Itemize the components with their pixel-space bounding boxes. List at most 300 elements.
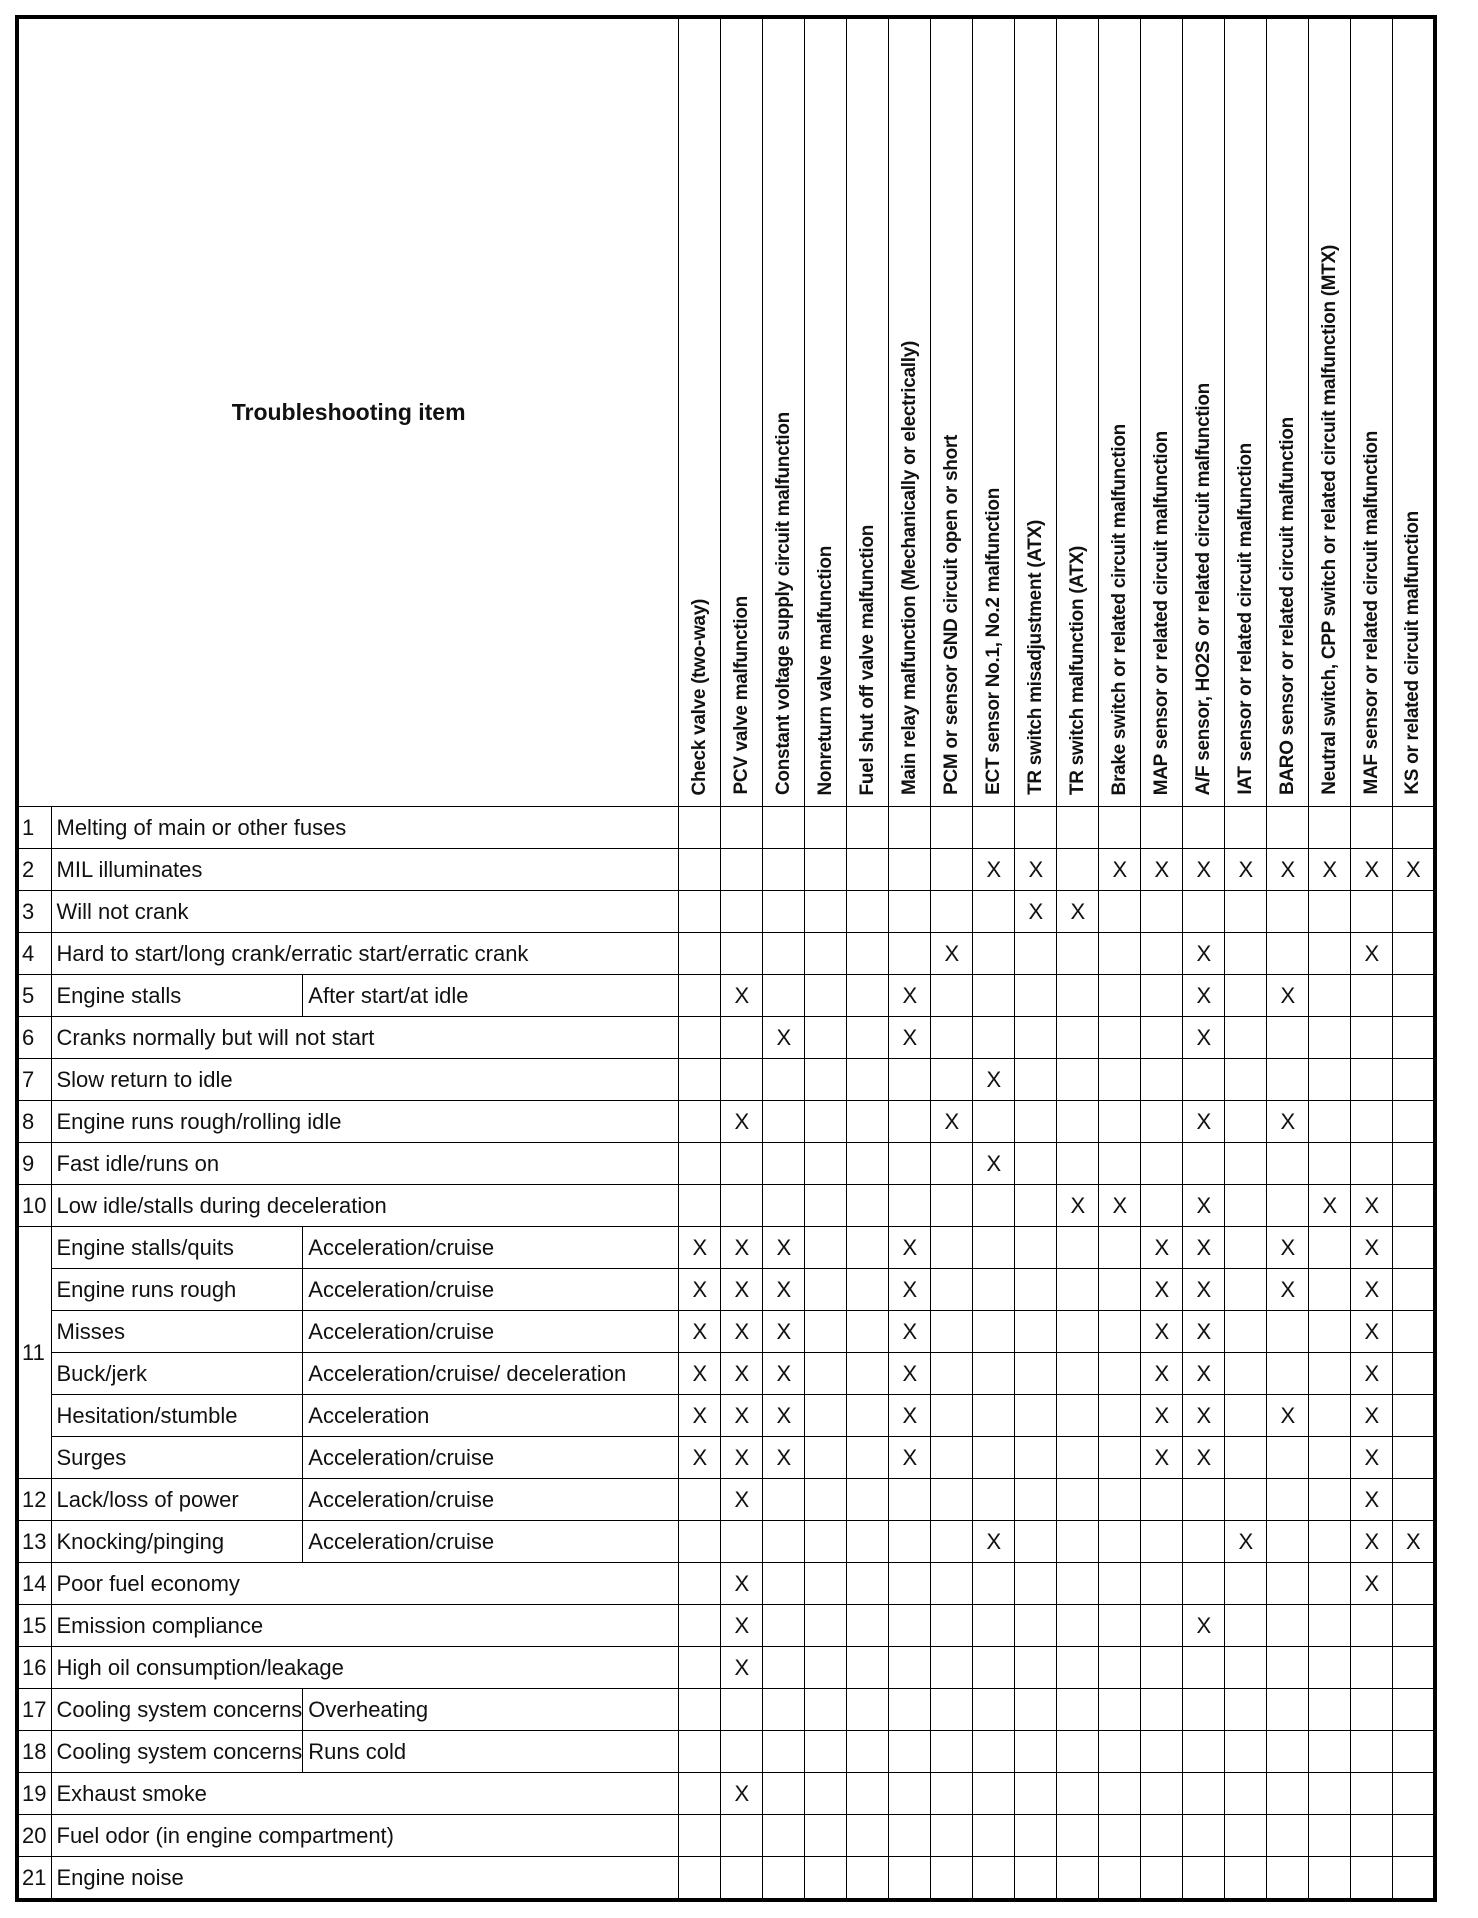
empty-cell	[1057, 1647, 1099, 1689]
empty-cell	[1015, 1857, 1057, 1901]
empty-cell	[1351, 1857, 1393, 1901]
condition-cell: Acceleration/cruise	[303, 1437, 679, 1479]
empty-cell	[1057, 1227, 1099, 1269]
condition-cell: Acceleration	[303, 1395, 679, 1437]
table-row	[17, 1059, 1435, 1101]
empty-cell	[805, 1605, 847, 1647]
empty-cell	[1015, 807, 1057, 849]
empty-cell	[1225, 1353, 1267, 1395]
column-header	[1183, 17, 1225, 807]
x-mark-cell: X	[1351, 849, 1393, 891]
row-number: 5	[17, 975, 51, 1017]
column-header-label: TR switch misadjustment (ATX)	[1024, 520, 1046, 795]
empty-cell	[1309, 1731, 1351, 1773]
x-mark-cell: X	[763, 1437, 805, 1479]
empty-cell	[679, 1605, 721, 1647]
empty-cell	[1099, 1773, 1141, 1815]
empty-cell	[1225, 1269, 1267, 1311]
table-row	[17, 891, 1435, 933]
symptom-cell: Slow return to idle	[51, 1059, 679, 1101]
empty-cell	[1057, 975, 1099, 1017]
empty-cell	[847, 1479, 889, 1521]
empty-cell	[1099, 1269, 1141, 1311]
x-mark-cell: X	[1141, 1353, 1183, 1395]
empty-cell	[973, 1437, 1015, 1479]
empty-cell	[679, 1689, 721, 1731]
empty-cell	[679, 1773, 721, 1815]
empty-cell	[973, 933, 1015, 975]
column-header	[1225, 17, 1267, 807]
empty-cell	[1099, 1647, 1141, 1689]
empty-cell	[1183, 1521, 1225, 1563]
empty-cell	[889, 1059, 931, 1101]
x-mark-cell: X	[931, 933, 973, 975]
condition-cell: Overheating	[303, 1689, 679, 1731]
empty-cell	[763, 1689, 805, 1731]
empty-cell	[1225, 891, 1267, 933]
empty-cell	[1393, 975, 1436, 1017]
column-header	[1309, 17, 1351, 807]
empty-cell	[1267, 1437, 1309, 1479]
empty-cell	[973, 1185, 1015, 1227]
empty-cell	[973, 1563, 1015, 1605]
empty-cell	[805, 1731, 847, 1773]
empty-cell	[973, 1395, 1015, 1437]
empty-cell	[1351, 807, 1393, 849]
empty-cell	[889, 1605, 931, 1647]
x-mark-cell: X	[973, 1059, 1015, 1101]
empty-cell	[805, 1059, 847, 1101]
empty-cell	[847, 849, 889, 891]
empty-cell	[973, 975, 1015, 1017]
empty-cell	[889, 1563, 931, 1605]
empty-cell	[1393, 1311, 1436, 1353]
table-row	[17, 1605, 1435, 1647]
empty-cell	[721, 849, 763, 891]
empty-cell	[1225, 1059, 1267, 1101]
empty-cell	[1393, 1437, 1436, 1479]
empty-cell	[847, 1521, 889, 1563]
empty-cell	[1099, 1143, 1141, 1185]
condition-cell: Acceleration/cruise	[303, 1479, 679, 1521]
empty-cell	[721, 1731, 763, 1773]
empty-cell	[763, 849, 805, 891]
empty-cell	[1057, 1731, 1099, 1773]
empty-cell	[1015, 933, 1057, 975]
x-mark-cell: X	[1183, 1101, 1225, 1143]
table-row	[17, 1143, 1435, 1185]
symptom-cell: Engine runs rough/rolling idle	[51, 1101, 679, 1143]
empty-cell	[679, 1101, 721, 1143]
x-mark-cell: X	[721, 1479, 763, 1521]
x-mark-cell: X	[1183, 1605, 1225, 1647]
table-row	[17, 1437, 1435, 1479]
x-mark-cell: X	[1351, 1353, 1393, 1395]
empty-cell	[973, 891, 1015, 933]
empty-cell	[931, 1311, 973, 1353]
empty-cell	[1225, 1143, 1267, 1185]
column-header-label: Neutral switch, CPP switch or related circuit malfunction (MTX)	[1318, 245, 1340, 795]
empty-cell	[1015, 1227, 1057, 1269]
x-mark-cell: X	[973, 1521, 1015, 1563]
empty-cell	[721, 1689, 763, 1731]
empty-cell	[931, 1269, 973, 1311]
x-mark-cell: X	[679, 1311, 721, 1353]
empty-cell	[1015, 1059, 1057, 1101]
empty-cell	[1141, 1521, 1183, 1563]
empty-cell	[1309, 1521, 1351, 1563]
empty-cell	[931, 1353, 973, 1395]
x-mark-cell: X	[1183, 933, 1225, 975]
x-mark-cell: X	[763, 1395, 805, 1437]
x-mark-cell: X	[1183, 849, 1225, 891]
column-header	[679, 17, 721, 807]
troubleshooting-matrix	[15, 15, 1437, 1902]
empty-cell	[1141, 1017, 1183, 1059]
row-number: 19	[17, 1773, 51, 1815]
empty-cell	[805, 1185, 847, 1227]
condition-cell: Acceleration/cruise/ deceleration	[303, 1353, 679, 1395]
x-mark-cell: X	[1351, 933, 1393, 975]
empty-cell	[889, 1521, 931, 1563]
empty-cell	[1351, 891, 1393, 933]
empty-cell	[763, 1101, 805, 1143]
empty-cell	[1141, 1773, 1183, 1815]
empty-cell	[1183, 1059, 1225, 1101]
symptom-cell: MIL illuminates	[51, 849, 679, 891]
empty-cell	[847, 1059, 889, 1101]
column-header-label: PCV valve malfunction	[730, 596, 752, 795]
x-mark-cell: X	[1099, 1185, 1141, 1227]
empty-cell	[763, 975, 805, 1017]
empty-cell	[1309, 1647, 1351, 1689]
column-header	[1015, 17, 1057, 807]
empty-cell	[1141, 1059, 1183, 1101]
empty-cell	[1183, 1815, 1225, 1857]
symptom-cell: Engine runs rough	[51, 1269, 303, 1311]
empty-cell	[1393, 1353, 1436, 1395]
column-header	[1351, 17, 1393, 807]
empty-cell	[763, 1773, 805, 1815]
empty-cell	[1057, 1857, 1099, 1901]
empty-cell	[1099, 1689, 1141, 1731]
empty-cell	[1309, 933, 1351, 975]
empty-cell	[889, 1101, 931, 1143]
empty-cell	[931, 1143, 973, 1185]
empty-cell	[847, 1605, 889, 1647]
row-number: 11	[17, 1227, 51, 1479]
table-row	[17, 1185, 1435, 1227]
empty-cell	[931, 849, 973, 891]
row-number: 16	[17, 1647, 51, 1689]
row-number: 21	[17, 1857, 51, 1901]
column-header-label: ECT sensor No.1, No.2 malfunction	[982, 488, 1004, 795]
empty-cell	[679, 1479, 721, 1521]
x-mark-cell: X	[1057, 1185, 1099, 1227]
x-mark-cell: X	[679, 1353, 721, 1395]
empty-cell	[721, 1815, 763, 1857]
empty-cell	[1015, 1479, 1057, 1521]
empty-cell	[1015, 975, 1057, 1017]
empty-cell	[973, 1605, 1015, 1647]
empty-cell	[1351, 1815, 1393, 1857]
x-mark-cell: X	[721, 1353, 763, 1395]
empty-cell	[721, 1185, 763, 1227]
header-row	[17, 17, 1435, 807]
symptom-cell: Lack/loss of power	[51, 1479, 303, 1521]
empty-cell	[1057, 1521, 1099, 1563]
x-mark-cell: X	[1183, 1017, 1225, 1059]
row-number: 10	[17, 1185, 51, 1227]
empty-cell	[1099, 1857, 1141, 1901]
empty-cell	[763, 1857, 805, 1901]
column-header	[1057, 17, 1099, 807]
empty-cell	[679, 1647, 721, 1689]
empty-cell	[1267, 1017, 1309, 1059]
empty-cell	[763, 1731, 805, 1773]
x-mark-cell: X	[1141, 1227, 1183, 1269]
empty-cell	[1015, 1689, 1057, 1731]
symptom-cell: Cooling system concerns	[51, 1689, 303, 1731]
empty-cell	[847, 1437, 889, 1479]
x-mark-cell: X	[763, 1353, 805, 1395]
x-mark-cell: X	[763, 1311, 805, 1353]
empty-cell	[805, 1311, 847, 1353]
symptom-cell: Engine noise	[51, 1857, 679, 1901]
empty-cell	[805, 1857, 847, 1901]
x-mark-cell: X	[721, 1269, 763, 1311]
empty-cell	[721, 1059, 763, 1101]
empty-cell	[1141, 1143, 1183, 1185]
empty-cell	[1351, 1605, 1393, 1647]
table-row	[17, 1269, 1435, 1311]
empty-cell	[1225, 975, 1267, 1017]
empty-cell	[1057, 1773, 1099, 1815]
x-mark-cell: X	[1183, 1185, 1225, 1227]
column-header	[721, 17, 763, 807]
x-mark-cell: X	[1015, 891, 1057, 933]
empty-cell	[1393, 1101, 1436, 1143]
empty-cell	[1267, 1521, 1309, 1563]
symptom-cell: Exhaust smoke	[51, 1773, 679, 1815]
symptom-cell: Cooling system concerns	[51, 1731, 303, 1773]
row-number: 14	[17, 1563, 51, 1605]
row-number: 18	[17, 1731, 51, 1773]
empty-cell	[1141, 1857, 1183, 1901]
empty-cell	[1267, 1689, 1309, 1731]
empty-cell	[1393, 1479, 1436, 1521]
x-mark-cell: X	[889, 1269, 931, 1311]
empty-cell	[973, 1479, 1015, 1521]
empty-cell	[847, 933, 889, 975]
x-mark-cell: X	[1267, 1395, 1309, 1437]
empty-cell	[679, 1731, 721, 1773]
column-header-label: Fuel shut off valve malfunction	[856, 524, 878, 795]
empty-cell	[1015, 1101, 1057, 1143]
empty-cell	[1057, 1689, 1099, 1731]
empty-cell	[1267, 891, 1309, 933]
empty-cell	[1309, 1563, 1351, 1605]
empty-cell	[1015, 1605, 1057, 1647]
row-number: 12	[17, 1479, 51, 1521]
empty-cell	[805, 807, 847, 849]
empty-cell	[847, 1563, 889, 1605]
empty-cell	[1309, 1815, 1351, 1857]
empty-cell	[1141, 1185, 1183, 1227]
empty-cell	[805, 1269, 847, 1311]
condition-cell: Acceleration/cruise	[303, 1311, 679, 1353]
empty-cell	[1015, 1143, 1057, 1185]
empty-cell	[847, 1143, 889, 1185]
empty-cell	[1351, 1731, 1393, 1773]
x-mark-cell: X	[889, 1227, 931, 1269]
x-mark-cell: X	[1309, 849, 1351, 891]
empty-cell	[1393, 1815, 1436, 1857]
empty-cell	[1267, 1815, 1309, 1857]
column-header	[1141, 17, 1183, 807]
empty-cell	[1309, 1857, 1351, 1901]
empty-cell	[1267, 807, 1309, 849]
empty-cell	[1057, 1353, 1099, 1395]
empty-cell	[679, 807, 721, 849]
empty-cell	[1057, 849, 1099, 891]
empty-cell	[763, 1815, 805, 1857]
empty-cell	[1099, 1311, 1141, 1353]
x-mark-cell: X	[889, 1017, 931, 1059]
empty-cell	[973, 1269, 1015, 1311]
column-header	[763, 17, 805, 807]
empty-cell	[805, 1563, 847, 1605]
x-mark-cell: X	[1351, 1437, 1393, 1479]
empty-cell	[1225, 1395, 1267, 1437]
empty-cell	[763, 1143, 805, 1185]
empty-cell	[1225, 1647, 1267, 1689]
condition-cell: After start/at idle	[303, 975, 679, 1017]
x-mark-cell: X	[1351, 1185, 1393, 1227]
empty-cell	[931, 1647, 973, 1689]
empty-cell	[931, 975, 973, 1017]
empty-cell	[973, 1731, 1015, 1773]
empty-cell	[805, 1017, 847, 1059]
empty-cell	[931, 1227, 973, 1269]
column-header-label: Check valve (two-way)	[688, 598, 710, 795]
symptom-cell: Engine stalls	[51, 975, 303, 1017]
empty-cell	[805, 1437, 847, 1479]
table-row	[17, 849, 1435, 891]
empty-cell	[1309, 1227, 1351, 1269]
empty-cell	[847, 1395, 889, 1437]
table-row	[17, 1731, 1435, 1773]
empty-cell	[1393, 1731, 1436, 1773]
x-mark-cell: X	[1141, 1311, 1183, 1353]
empty-cell	[1393, 1563, 1436, 1605]
empty-cell	[847, 1269, 889, 1311]
empty-cell	[973, 1227, 1015, 1269]
empty-cell	[1225, 1479, 1267, 1521]
empty-cell	[1183, 1647, 1225, 1689]
empty-cell	[1141, 891, 1183, 933]
empty-cell	[1141, 1563, 1183, 1605]
column-header	[805, 17, 847, 807]
empty-cell	[805, 1647, 847, 1689]
empty-cell	[1309, 1059, 1351, 1101]
empty-cell	[1099, 1815, 1141, 1857]
empty-cell	[1393, 1857, 1436, 1901]
x-mark-cell: X	[721, 1437, 763, 1479]
empty-cell	[1141, 1689, 1183, 1731]
empty-cell	[973, 1311, 1015, 1353]
empty-cell	[1099, 1563, 1141, 1605]
empty-cell	[973, 1353, 1015, 1395]
empty-cell	[805, 1521, 847, 1563]
empty-cell	[889, 1185, 931, 1227]
empty-cell	[1267, 1143, 1309, 1185]
empty-cell	[763, 933, 805, 975]
table-row	[17, 1647, 1435, 1689]
empty-cell	[931, 1017, 973, 1059]
empty-cell	[1141, 1647, 1183, 1689]
column-header-label: MAP sensor or related circuit malfunction	[1150, 430, 1172, 795]
empty-cell	[931, 807, 973, 849]
column-header-label: Constant voltage supply circuit malfunction	[772, 412, 794, 795]
troubleshooting-item-heading: Troubleshooting item	[17, 17, 679, 807]
condition-cell: Acceleration/cruise	[303, 1269, 679, 1311]
empty-cell	[931, 1437, 973, 1479]
empty-cell	[931, 1605, 973, 1647]
x-mark-cell: X	[1225, 1521, 1267, 1563]
empty-cell	[679, 1185, 721, 1227]
empty-cell	[847, 1353, 889, 1395]
table-row	[17, 975, 1435, 1017]
empty-cell	[1309, 1773, 1351, 1815]
row-number: 13	[17, 1521, 51, 1563]
symptom-cell: Fast idle/runs on	[51, 1143, 679, 1185]
condition-cell: Acceleration/cruise	[303, 1227, 679, 1269]
empty-cell	[1309, 1605, 1351, 1647]
column-header-label: BARO sensor or related circuit malfunction	[1276, 416, 1298, 795]
x-mark-cell: X	[1267, 849, 1309, 891]
empty-cell	[1225, 1773, 1267, 1815]
empty-cell	[847, 1731, 889, 1773]
empty-cell	[1099, 1731, 1141, 1773]
x-mark-cell: X	[1351, 1521, 1393, 1563]
empty-cell	[1309, 1479, 1351, 1521]
x-mark-cell: X	[973, 849, 1015, 891]
x-mark-cell: X	[889, 1311, 931, 1353]
column-header-label: Main relay malfunction (Mechanically or electrically)	[898, 341, 920, 795]
x-mark-cell: X	[1141, 1269, 1183, 1311]
empty-cell	[805, 1227, 847, 1269]
symptom-cell: Cranks normally but will not start	[51, 1017, 679, 1059]
empty-cell	[805, 1101, 847, 1143]
x-mark-cell: X	[721, 1773, 763, 1815]
empty-cell	[805, 933, 847, 975]
empty-cell	[847, 1017, 889, 1059]
empty-cell	[847, 1101, 889, 1143]
empty-cell	[1141, 807, 1183, 849]
column-header	[973, 17, 1015, 807]
x-mark-cell: X	[1015, 849, 1057, 891]
table-row	[17, 807, 1435, 849]
empty-cell	[679, 975, 721, 1017]
empty-cell	[1393, 1395, 1436, 1437]
empty-cell	[973, 1647, 1015, 1689]
x-mark-cell: X	[1225, 849, 1267, 891]
empty-cell	[847, 975, 889, 1017]
empty-cell	[763, 1521, 805, 1563]
empty-cell	[1099, 1227, 1141, 1269]
empty-cell	[1267, 1059, 1309, 1101]
